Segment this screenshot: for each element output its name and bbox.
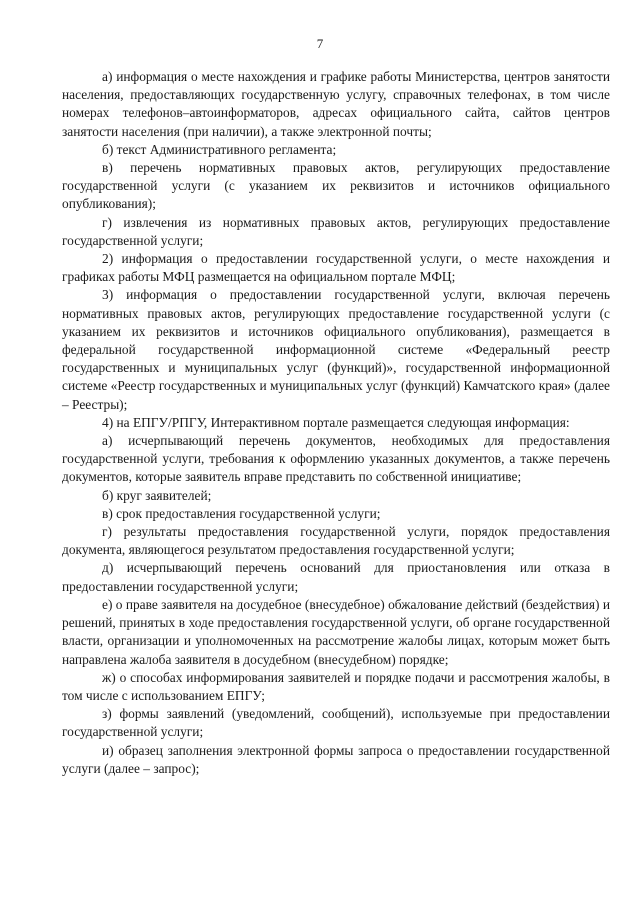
paragraph: г) результаты предоставления государственной услуги, порядок предоставления документа, являющегося результатом предоставления государственной услуги; — [62, 524, 610, 558]
paragraph: 3) информация о предоставлении государственной услуги, включая перечень нормативных правовых актов, регулирующих предоставление государственной услуги (с указанием их реквизитов и источников официального опубликования), размещается в федеральной государственной информационной системе «Федеральный реестр государственных и муниципальных услуг (функций)», государственной информационной системе «Реестр государственных и муниципальных услуг (функций) Камчатского края» (далее – Реестры); — [62, 287, 610, 412]
paragraph: в) перечень нормативных правовых актов, регулирующих предоставление государственной услуги (с указанием их реквизитов и источников официального опубликования); — [62, 160, 610, 212]
paragraph: б) текст Административного регламента; — [102, 141, 337, 157]
paragraph: 2) информация о предоставлении государственной услуги, о месте нахождения и графиках работы МФЦ размещается на официальном портале МФЦ; — [62, 251, 610, 285]
paragraph: д) исчерпывающий перечень оснований для приостановления или отказа в предоставлении государственной услуги; — [62, 560, 610, 594]
paragraph: з) формы заявлений (уведомлений, сообщений), используемые при предоставлении государственной услуги; — [62, 706, 610, 740]
page-number: 7 — [316, 36, 324, 51]
paragraph: е) о праве заявителя на досудебное (внесудебное) обжалование действий (бездействия) и решений, принятых в ходе предоставления государственной услуги, об органе государственной власти, организации и уполномоченных на рассмотрение жалобы лицах, которым может быть направлена жалоба заявителя в досудебном (внесудебном) порядке; — [62, 596, 610, 667]
paragraph: б) круг заявителей; — [102, 487, 212, 503]
paragraph: в) срок предоставления государственной услуги; — [102, 505, 381, 521]
paragraph: а) информация о месте нахождения и графике работы Министерства, центров занятости населения, предоставляющих государственную услугу, справочных телефонах, в том числе номерах телефонов–автоинформаторов, адресах официального сайта, сайтов центров занятости населения (при наличии), а также электронной почты; — [62, 69, 610, 139]
paragraph: и) образец заполнения электронной формы запроса о предоставлении государственной услуги (далее – запрос); — [62, 742, 610, 776]
paragraph: ж) о способах информирования заявителей и порядке подачи и рассмотрения жалобы, в том числе с использованием ЕПГУ; — [62, 669, 610, 703]
paragraph: а) исчерпывающий перечень документов, необходимых для предоставления государственной услуги, требования к оформлению указанных документов, а также перечень документов, которые заявитель вправе представить по собственной инициативе; — [62, 433, 610, 485]
document-body — [62, 68, 610, 778]
paragraph: г) извлечения из нормативных правовых актов, регулирующих предоставление государственной услуги; — [62, 214, 610, 248]
paragraph: 4) на ЕПГУ/РПГУ, Интерактивном портале размещается следующая информация: — [102, 414, 570, 430]
